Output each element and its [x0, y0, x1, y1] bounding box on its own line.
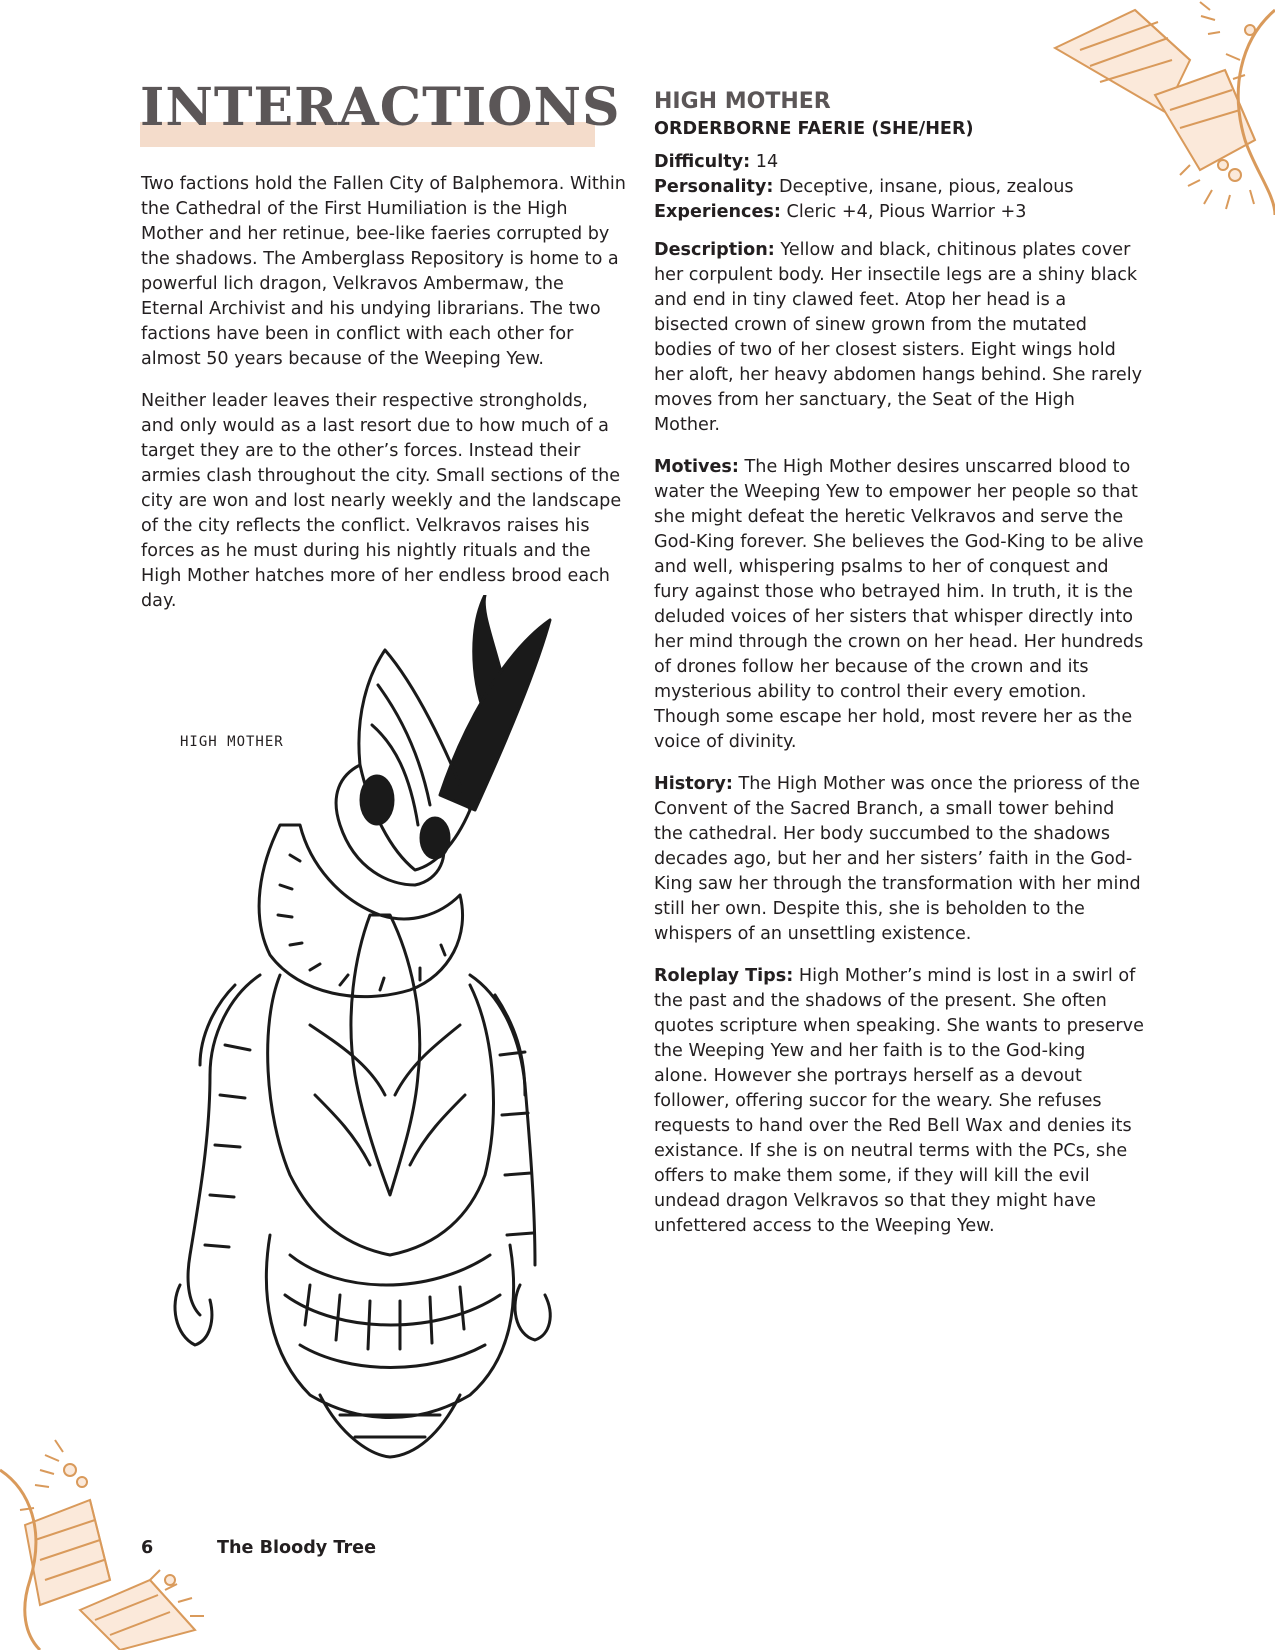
high-mother-illustration — [140, 595, 610, 1465]
description-label: Description: — [654, 240, 775, 260]
section-title: INTERACTIONS — [140, 77, 621, 138]
difficulty-label: Difficulty: — [654, 152, 751, 172]
description-paragraph — [654, 238, 1144, 438]
personality-line — [654, 175, 1144, 200]
left-column — [141, 172, 626, 631]
roleplay-label: Roleplay Tips: — [654, 966, 794, 986]
personality-label: Personality: — [654, 177, 774, 197]
npc-stat-block — [654, 88, 1144, 1256]
motives-paragraph — [654, 455, 1144, 755]
description-text: Yellow and black, chitinous plates cover her corpulent body. Her insectile legs are a shiny black and end in tiny clawed feet. Atop her head is a bisected crown of sinew grown from the mutated bodies of two of her closest sisters. Eight wings hold her aloft, her heavy abdomen hangs behind. She rarely moves from her sanctuary, the Seat of the High Mother. — [654, 240, 1143, 435]
npc-name: HIGH MOTHER — [654, 89, 831, 114]
npc-stats — [654, 150, 1144, 225]
personality-value: Deceptive, insane, pious, zealous — [773, 177, 1074, 197]
book-title: The Bloody Tree — [217, 1538, 376, 1558]
motives-text: The High Mother desires unscarred blood to water the Weeping Yew to empower her people so that she might defeat the heretic Velkravos and serve the God-King forever. She believes the God-King to be alive and well, whispering psalms to her of conquest and fury against those who betrayed him. In truth, it is the deluded voices of her sisters that whisper directly into her mind through the crown on her head. Her hundreds of drones follow her because of the crown and its mysterious ability to control their every emotion. Though some escape her hold, most revere her as the voice of divinity. — [654, 457, 1144, 752]
history-text: The High Mother was once the prioress of the Convent of the Sacred Branch, a small tower behind the cathedral. Her body succumbed to the shadows decades ago, but her and her sisters’ faith in the God-King saw her through the transformation with her mind still her own. Despite this, she is beholden to the whispers of an unsettling existence. — [654, 774, 1141, 944]
difficulty-value: 14 — [750, 152, 779, 172]
history-label: History: — [654, 774, 733, 794]
roleplay-text: High Mother’s mind is lost in a swirl of the past and the shadows of the present. She often quotes scripture when speaking. She wants to preserve the Weeping Yew and her faith is to the God-king alone. However she portrays herself as a devout follower, offering succor for the weary. She refuses requests to hand over the Red Bell Wax and denies its existance. If she is on neutral terms with the PCs, she offers to make them some, if they will kill the evil undead dragon Velkravos so that they might have unfettered access to the Weeping Yew. — [654, 966, 1144, 1236]
npc-subtitle: ORDERBORNE FAERIE (SHE/HER) — [654, 119, 974, 139]
experiences-label: Experiences: — [654, 202, 781, 222]
history-paragraph — [654, 772, 1144, 947]
motives-label: Motives: — [654, 457, 739, 477]
intro-paragraph: Two factions hold the Fallen City of Balphemora. Within the Cathedral of the First Humiliation is the High Mother and her retinue, bee-like faeries corrupted by the shadows. The Amberglass Repository is home to a powerful lich dragon, Velkravos Ambermaw, the Eternal Archivist and his undying librarians. The two factions have been in conflict with each other for almost 50 years because of the Weeping Yew. — [141, 174, 626, 369]
experiences-value: Cleric +4, Pious Warrior +3 — [780, 202, 1027, 222]
difficulty-line — [654, 150, 1144, 175]
roleplay-paragraph — [654, 964, 1144, 1239]
experiences-line — [654, 200, 1144, 225]
conflict-paragraph: Neither leader leaves their respective strongholds, and only would as a last resort due to how much of a target they are to the other’s forces. Instead their armies clash throughout the city. Small sections of the city are won and lost nearly weekly and the landscape of the city reflects the conflict. Velkravos raises his forces as he must during his nightly rituals and the High Mother hatches more of her endless brood each day. — [141, 391, 622, 611]
page-number: 6 — [141, 1538, 154, 1558]
illustration-caption: HIGH MOTHER — [180, 734, 284, 750]
